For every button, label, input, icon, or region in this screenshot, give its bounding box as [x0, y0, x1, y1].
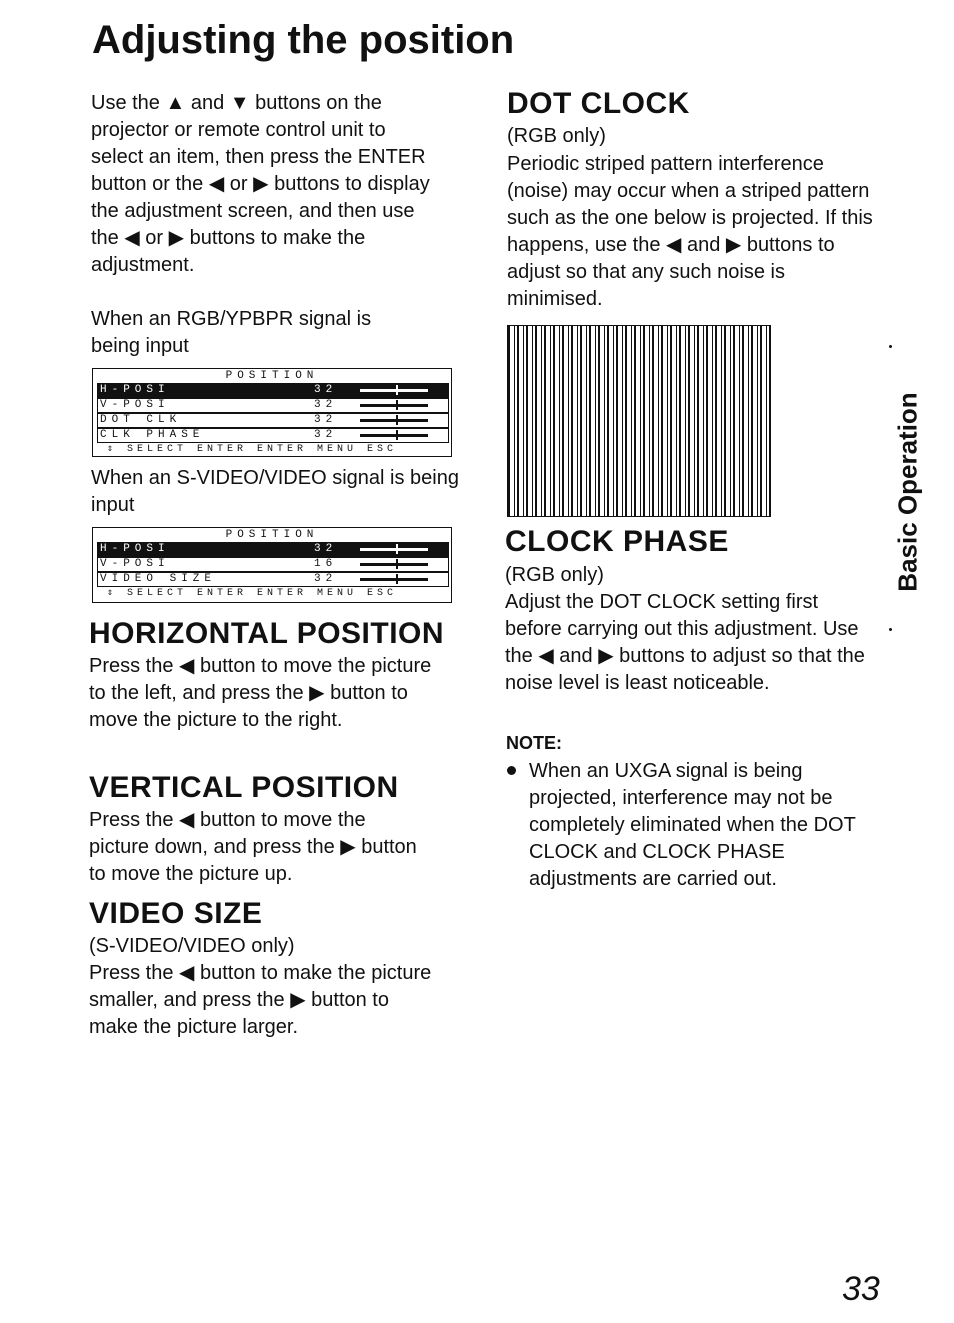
video-size-subtitle: (S-VIDEO/VIDEO only)	[89, 935, 295, 957]
osd-slider-knob	[396, 574, 398, 584]
clock-phase-heading: CLOCK PHASE	[505, 525, 729, 558]
osd-menu-footer: ⇕ SELECT ENTER ENTER MENU ESC	[107, 444, 398, 455]
osd-row-value: 32	[314, 399, 338, 411]
osd-slider-knob	[396, 385, 398, 395]
osd-menu-title: POSITION	[225, 370, 319, 382]
osd-row-value: 32	[314, 429, 338, 441]
osd-row	[97, 542, 449, 557]
horizontal-position-text: Press the ◀ button to move the picture to the left, and press the ▶ button to move the picture to the right.	[89, 655, 432, 731]
osd-slider	[360, 404, 428, 407]
note-bullet	[505, 758, 879, 893]
osd-slider	[360, 389, 428, 392]
dot-clock-subtitle: (RGB only)	[507, 125, 606, 147]
osd-slider	[360, 419, 428, 422]
osd-slider-knob	[396, 415, 398, 425]
osd-row-label: H-POSI	[100, 384, 170, 396]
note-heading: NOTE:	[506, 733, 562, 753]
osd-menu-footer: ⇕ SELECT ENTER ENTER MENU ESC	[107, 588, 398, 599]
margin-dot	[889, 628, 892, 631]
osd-slider-knob	[396, 430, 398, 440]
dot-clock-heading: DOT CLOCK	[507, 87, 690, 120]
osd-row-value: 32	[314, 573, 338, 585]
osd-row-value: 32	[314, 384, 338, 396]
osd-slider-knob	[396, 559, 398, 569]
video-size-heading: VIDEO SIZE	[89, 897, 263, 930]
striped-pattern-image	[507, 325, 771, 517]
clock-phase-text: Adjust the DOT CLOCK setting first before carrying out this adjustment. Use the ◀ and ▶ buttons to adjust so that the noise level is least noticeable.	[505, 591, 865, 694]
video-size-text: Press the ◀ button to make the picture smaller, and press the ▶ button to make the picture larger.	[89, 962, 432, 1038]
note-bullet-text: When an UXGA signal is being projected, interference may not be completely eliminated when the DOT CLOCK and CLOCK PHASE adjustments are carried out.	[529, 760, 856, 890]
osd-menu-title: POSITION	[225, 529, 319, 541]
vertical-position-text: Press the ◀ button to move the picture down, and press the ▶ button to move the picture up.	[89, 809, 417, 885]
rgb-signal-caption: When an RGB/YPBPR signal is being input	[91, 308, 372, 357]
osd-row-label: DOT CLK	[100, 414, 182, 426]
osd-slider	[360, 578, 428, 581]
osd-slider	[360, 563, 428, 566]
osd-row	[97, 383, 449, 398]
osd-slider	[360, 548, 428, 551]
intro-paragraph: Use the ▲ and ▼ buttons on the projector or remote control unit to select an item, then press the ENTER button or the ◀ or ▶ buttons to display the adjustment screen, and then use the ◀ or ▶ buttons to make the adjustment.	[91, 92, 430, 276]
margin-dot	[889, 345, 892, 348]
osd-row-value: 32	[314, 414, 338, 426]
bullet-icon	[507, 766, 516, 775]
osd-row-label: VIDEO SIZE	[100, 573, 217, 585]
osd-row-label: H-POSI	[100, 543, 170, 555]
horizontal-position-heading: HORIZONTAL POSITION	[89, 617, 445, 650]
osd-row	[97, 572, 449, 587]
osd-slider-knob	[396, 400, 398, 410]
osd-row-label: CLK PHASE	[100, 429, 205, 441]
dot-clock-text: Periodic striped pattern interference (noise) may occur when a striped pattern such as the one below is projected. If this happens, use the ◀ and ▶ buttons to adjust so that any such noise is minimised.	[507, 153, 873, 310]
osd-row	[97, 413, 449, 428]
osd-row-label: V-POSI	[100, 399, 170, 411]
vertical-position-heading: VERTICAL POSITION	[89, 771, 399, 804]
clock-phase-subtitle: (RGB only)	[505, 564, 604, 586]
page-number: 33	[842, 1270, 880, 1308]
video-signal-caption: When an S-VIDEO/VIDEO signal is being input	[91, 467, 459, 516]
osd-row-value: 32	[314, 543, 338, 555]
osd-row-value: 16	[314, 558, 338, 570]
osd-menu-video	[92, 527, 452, 603]
osd-row-label: V-POSI	[100, 558, 170, 570]
page-title: Adjusting the position	[92, 18, 515, 62]
osd-slider	[360, 434, 428, 437]
osd-row	[97, 557, 449, 572]
osd-slider-knob	[396, 544, 398, 554]
osd-row	[97, 398, 449, 413]
side-tab-label: Basic Operation	[892, 392, 923, 592]
side-tab	[888, 392, 928, 592]
osd-row	[97, 428, 449, 443]
osd-menu-rgb	[92, 368, 452, 457]
